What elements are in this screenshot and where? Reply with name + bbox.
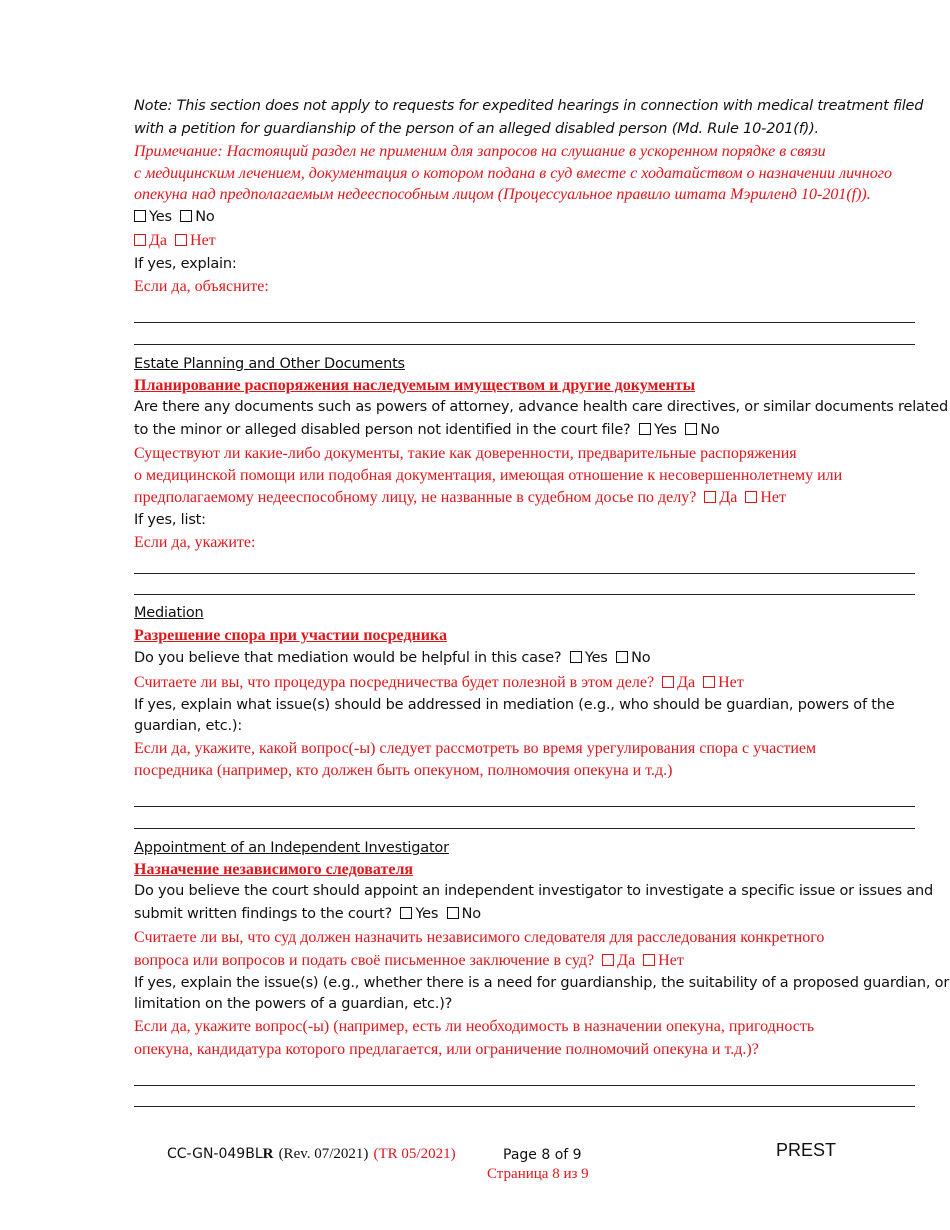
investigator-heading-en: Appointment of an Independent Investigator: [134, 840, 449, 856]
mediation-question-en: [134, 650, 650, 666]
mediation-answer-line-1[interactable]: [134, 806, 915, 807]
investigator-answer-line-2[interactable]: [134, 1106, 915, 1107]
mediation-yes-checkbox[interactable]: [570, 651, 582, 663]
note-answer-line-2[interactable]: [134, 344, 915, 345]
note-en-line2: with a petition for guardianship of the person of an alleged disabled person (Md. Rule 10-201(f)).: [134, 121, 819, 137]
estate-ru-no-label: Нет: [760, 489, 787, 506]
investigator-heading-ru: Назначение независимого следователя: [134, 861, 414, 878]
note-yes-checkbox[interactable]: [134, 210, 146, 222]
estate-ru-yes-label: Да: [719, 489, 738, 506]
mediation-ru-no-checkbox[interactable]: [703, 676, 715, 688]
mediation-heading-en: Mediation: [134, 605, 204, 621]
mediation-question-en-text: Do you believe that mediation would be helpful in this case?: [134, 650, 562, 666]
investigator-question-en-line2: [134, 906, 481, 922]
note-ru-line2: с медицинским лечением, документация о котором подана в суд вместе с ходатайством о назначении личного: [134, 165, 892, 182]
estate-question-en-line1: Are there any documents such as powers of attorney, advance health care directives, or similar documents related: [134, 399, 948, 415]
note-yes-no: [134, 209, 215, 225]
note-explain-ru: Если да, объясните:: [134, 278, 269, 295]
footer-form-id: [167, 1143, 456, 1163]
note-en-line1: Note: This section does not apply to requests for expedited hearings in connection with medical treatment filed: [134, 98, 924, 114]
note-ru-yes-label: Да: [149, 232, 168, 249]
investigator-ru-no-checkbox[interactable]: [643, 954, 655, 966]
estate-heading-ru: Планирование распоряжения наследуемым имуществом и другие документы: [134, 377, 696, 394]
mediation-ru-no-label: Нет: [718, 674, 744, 691]
mediation-no-label: No: [631, 650, 651, 666]
mediation-heading-ru: Разрешение спора при участии посредника: [134, 627, 447, 644]
investigator-question-ru-line2: [134, 952, 684, 970]
estate-ru-yes-checkbox[interactable]: [704, 491, 716, 503]
estate-ru-no-checkbox[interactable]: [745, 491, 757, 503]
mediation-explain-ru-line2: посредника (например, кто должен быть опекуном, полномочия опекуна и т.д.): [134, 762, 673, 779]
investigator-question-en-text: submit written findings to the court?: [134, 906, 392, 922]
estate-yes-label: Yes: [653, 422, 677, 438]
mediation-ru-yes-label: Да: [677, 674, 696, 691]
estate-question-en-line2: [134, 422, 720, 438]
mediation-explain-en-line1: If yes, explain what issue(s) should be addressed in mediation (e.g., who should be guardian, powers of the: [134, 697, 895, 713]
investigator-no-checkbox[interactable]: [447, 907, 459, 919]
note-yes-label: Yes: [149, 209, 172, 225]
note-ru-line1: Примечание: Настоящий раздел не применим для запросов на слушание в ускоренном порядке в связи: [134, 143, 826, 160]
investigator-explain-ru-line2: опекуна, кандидатура которого предлагается, или ограничение полномочий опекуна и т.д.)?: [134, 1041, 759, 1058]
page-number-en: Page 8 of 9: [503, 1147, 582, 1163]
mediation-yes-label: Yes: [584, 650, 608, 666]
estate-answer-line-1[interactable]: [134, 573, 915, 574]
estate-question-ru-text: предполагаемому недееспособному лицу, не названные в судебном досье по делу?: [134, 489, 697, 506]
estate-question-ru-line2: о медицинской помощи или подобная документация, имеющая отношение к несовершеннолетнему или: [134, 467, 843, 484]
investigator-no-label: No: [461, 906, 481, 922]
note-ru-yes-checkbox[interactable]: [134, 234, 146, 246]
investigator-yes-label: Yes: [415, 906, 439, 922]
estate-question-ru-line1: Существуют ли какие-либо документы, такие как доверенности, предварительные распоряжения: [134, 445, 797, 462]
estate-heading-en: Estate Planning and Other Documents: [134, 356, 405, 372]
investigator-ru-no-label: Нет: [658, 952, 684, 969]
form-suffix: R: [262, 1146, 274, 1162]
prest-label: PREST: [776, 1140, 837, 1160]
estate-yes-checkbox[interactable]: [639, 423, 651, 435]
investigator-explain-en-line1: If yes, explain the issue(s) (e.g., whether there is a need for guardianship, the suitability of a proposed guardian, or: [134, 975, 950, 991]
mediation-question-ru-text: Считаете ли вы, что процедура посредничества будет полезной в этом деле?: [134, 674, 655, 691]
note-ru-yes-no: [134, 232, 216, 250]
investigator-explain-ru-line1: Если да, укажите вопрос(-ы) (например, есть ли необходимость в назначении опекуна, пригодность: [134, 1018, 815, 1035]
investigator-answer-line-1[interactable]: [134, 1085, 915, 1086]
mediation-question-ru: [134, 674, 744, 692]
estate-list-en: If yes, list:: [134, 512, 206, 528]
form-code: CC-GN-049BL: [167, 1146, 263, 1162]
investigator-explain-en-line2: limitation on the powers of a guardian, etc.)?: [134, 996, 453, 1012]
investigator-ru-yes-checkbox[interactable]: [602, 954, 614, 966]
estate-list-ru: Если да, укажите:: [134, 534, 256, 551]
form-translation-revision: (TR 05/2021): [373, 1146, 456, 1162]
note-no-label: No: [195, 209, 215, 225]
investigator-question-ru-line1: Считаете ли вы, что суд должен назначить независимого следователя для расследования конкретного: [134, 929, 825, 946]
mediation-explain-ru-line1: Если да, укажите, какой вопрос(-ы) следует рассмотреть во время урегулирования спора с участием: [134, 740, 817, 757]
note-explain-en: If yes, explain:: [134, 256, 237, 272]
note-ru-no-checkbox[interactable]: [175, 234, 187, 246]
investigator-yes-checkbox[interactable]: [400, 907, 412, 919]
mediation-ru-yes-checkbox[interactable]: [662, 676, 674, 688]
estate-question-en-text: to the minor or alleged disabled person not identified in the court file?: [134, 422, 631, 438]
page-number-ru: Страница 8 из 9: [487, 1166, 589, 1182]
estate-question-ru-line3: [134, 489, 786, 507]
investigator-ru-yes-label: Да: [617, 952, 636, 969]
mediation-no-checkbox[interactable]: [616, 651, 628, 663]
estate-no-label: No: [700, 422, 720, 438]
investigator-question-en-line1: Do you believe the court should appoint an independent investigator to investigate a specific issue or issues and: [134, 883, 934, 899]
note-no-checkbox[interactable]: [180, 210, 192, 222]
estate-answer-line-2[interactable]: [134, 594, 915, 595]
note-ru-no-label: Нет: [190, 232, 216, 249]
mediation-explain-en-line2: guardian, etc.):: [134, 718, 243, 734]
note-answer-line-1[interactable]: [134, 322, 915, 323]
note-ru-line3: опекуна над предполагаемым недееспособным лицом (Процессуальное правило штата Мэриленд 10-201(f)).: [134, 186, 871, 203]
investigator-question-ru-text: вопроса или вопросов и подать своё письменное заключение в суд?: [134, 952, 595, 969]
mediation-answer-line-2[interactable]: [134, 828, 915, 829]
estate-no-checkbox[interactable]: [685, 423, 697, 435]
form-revision: (Rev. 07/2021): [278, 1146, 369, 1162]
